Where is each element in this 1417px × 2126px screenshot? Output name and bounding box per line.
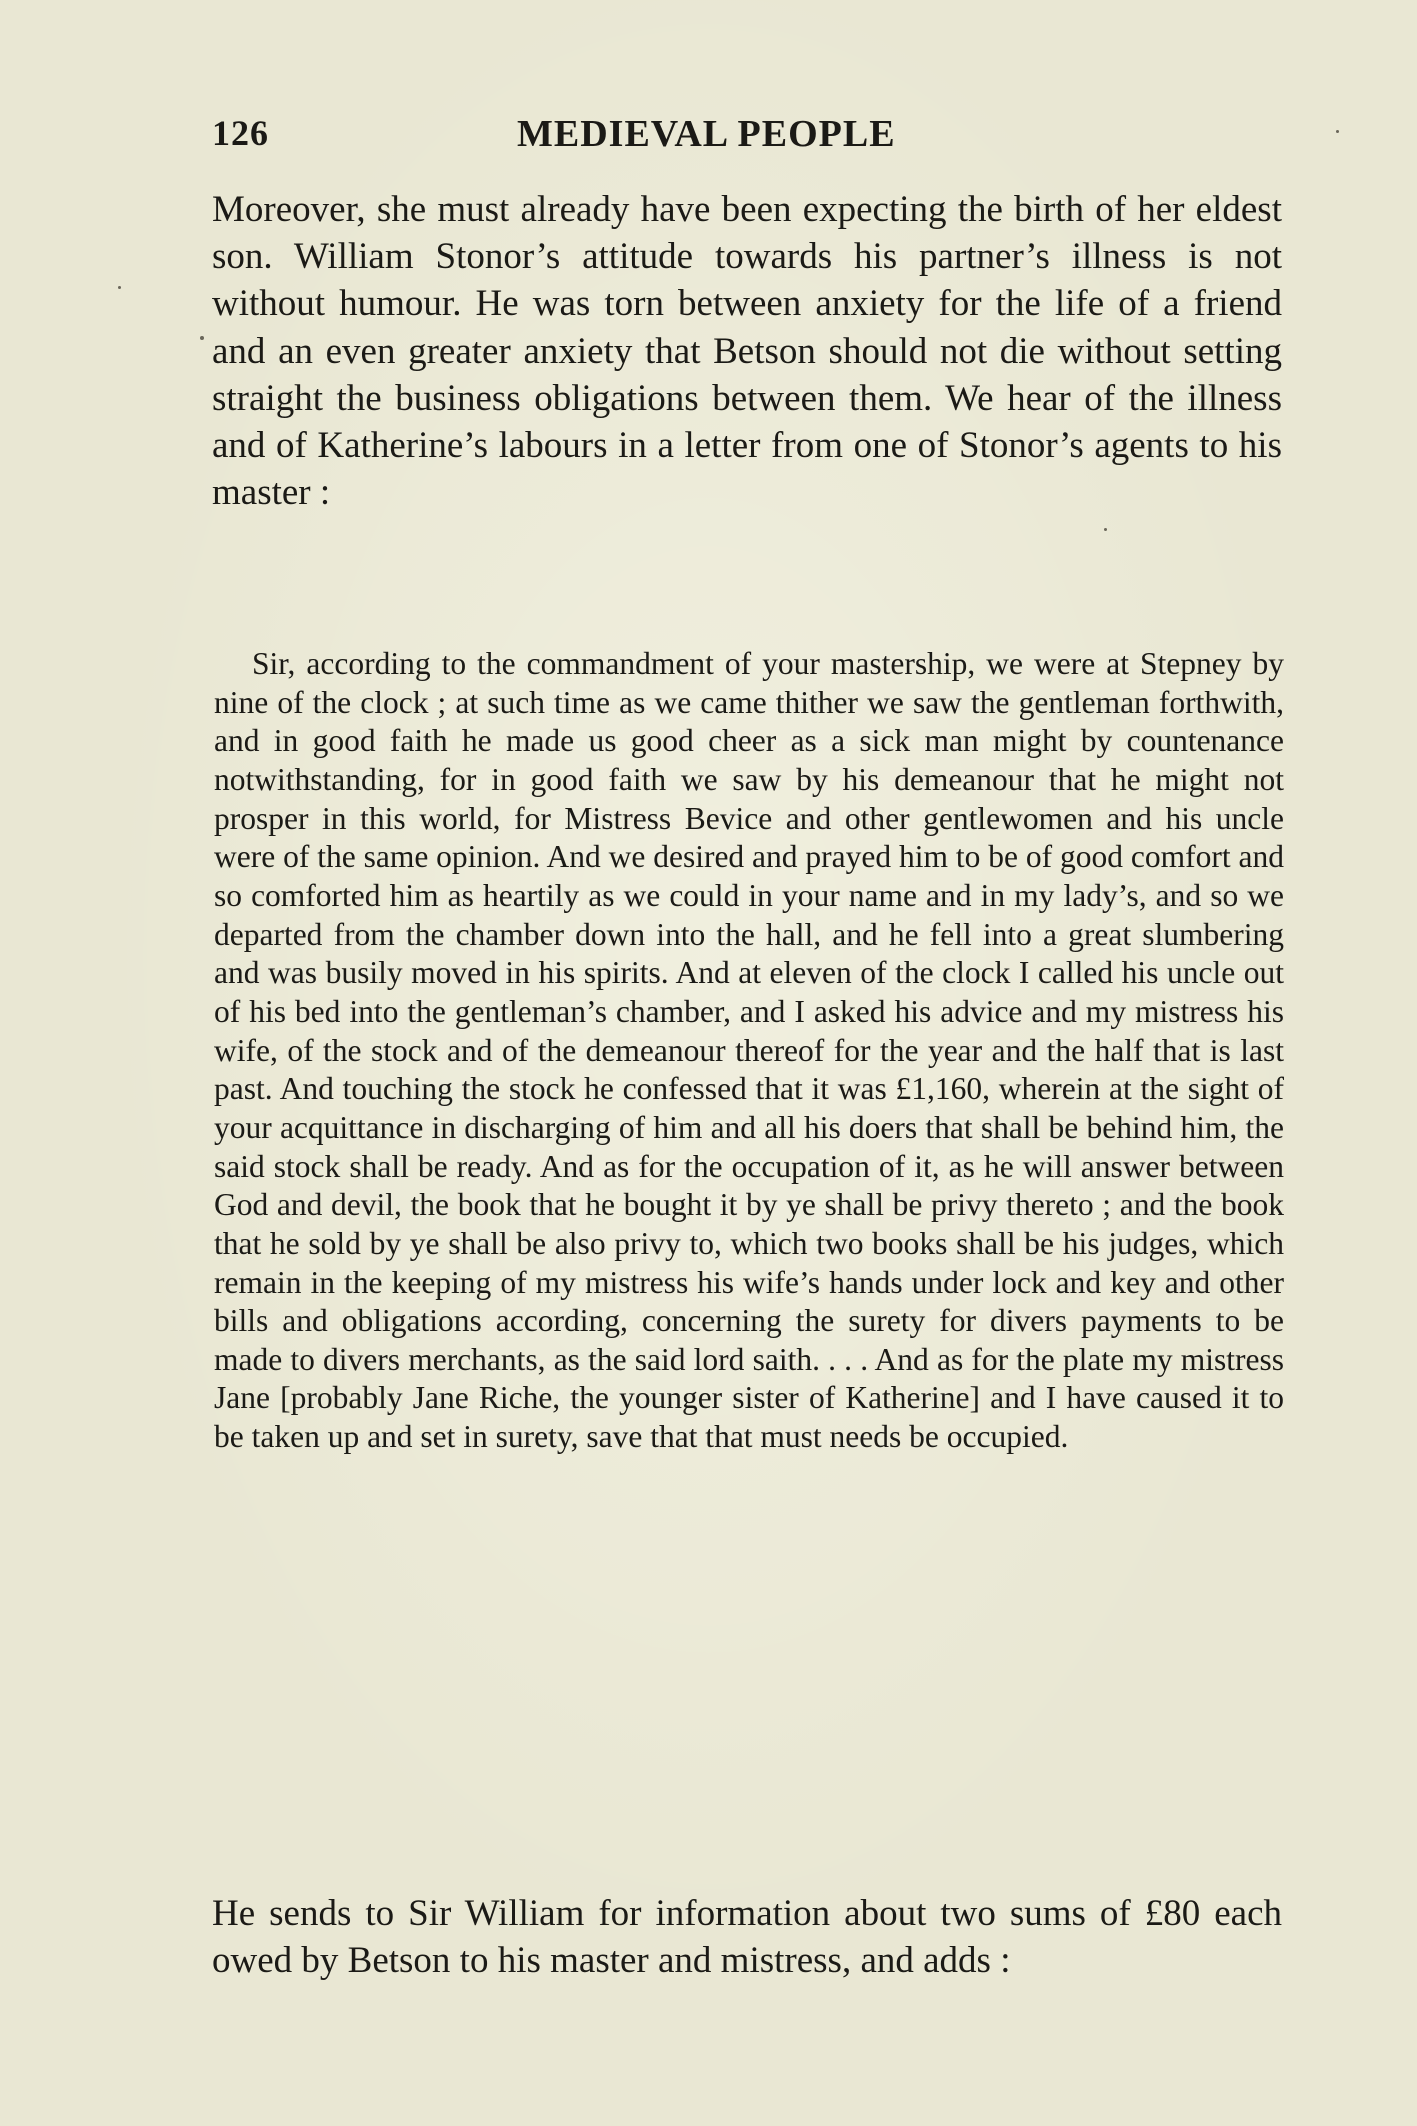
paper-speck [118, 286, 121, 289]
page-header [212, 112, 1282, 172]
letter-quotation [214, 645, 1284, 1457]
page-number: 126 [212, 113, 269, 153]
paper-speck [1336, 130, 1339, 133]
body-paragraph-1: Moreover, she must already have been expecting the birth of her eldest son. William Stonor’s attitude towards his partner’s illness is not without humour. He was torn between anxiety for the life of a friend and an even greater anxiety that Betson should not die without setting straight the business obligations between them. We hear of the illness and of Katherine’s labours in a letter from one of Stonor’s agents to his master : [212, 189, 1282, 514]
quotation-text: Sir, according to the commandment of your mastership, we were at Stepney by nine of the clock ; at such time as we came thither we saw the gentleman forthwith, and in good faith he made us good cheer as a sick man might by countenance notwithstanding, for in good faith we saw by his demeanour that he might not prosper in this world, for Mistress Bevice and other gentlewomen and his uncle were of the same opinion. And we desired and prayed him to be of good comfort and so comforted him as heartily as we could in your name and in my lady’s, and so we departed from the chamber down into the hall, and he fell into a great slumbering and was busily moved in his spirits. And at eleven of the clock I called his uncle out of his bed into the gentleman’s chamber, and I asked his advice and my mistress his wife, of the stock and of the demeanour thereof for the year and the half that is last past. And touching the stock he confessed that it was £1,160, wherein at the sight of your acquittance in discharging of him and all his doers that shall be behind him, the said stock shall be ready. And as for the occupation of it, as he will answer between God and devil, the book that he bought it by ye shall be privy thereto ; and the book that he sold by ye shall be also privy to, which two books shall be his judges, which remain in the keeping of my mistress his wife’s hands under lock and key and other bills and obligations according, concerning the surety for divers payments to be made to divers merchants, as the said lord saith. . . . And as for the plate my mistress Jane [probably Jane Riche, the younger sister of Katherine] and I have caused it to be taken up and set in surety, save that that must needs be occupied. [214, 646, 1284, 1455]
running-title: MEDIEVAL PEOPLE [517, 113, 896, 155]
paper-speck [200, 336, 204, 340]
paper-speck [1104, 528, 1107, 531]
body-paragraph-2: He sends to Sir William for information about two sums of £80 each owed by Betson to his master and mistress, and adds : [212, 1893, 1282, 1982]
